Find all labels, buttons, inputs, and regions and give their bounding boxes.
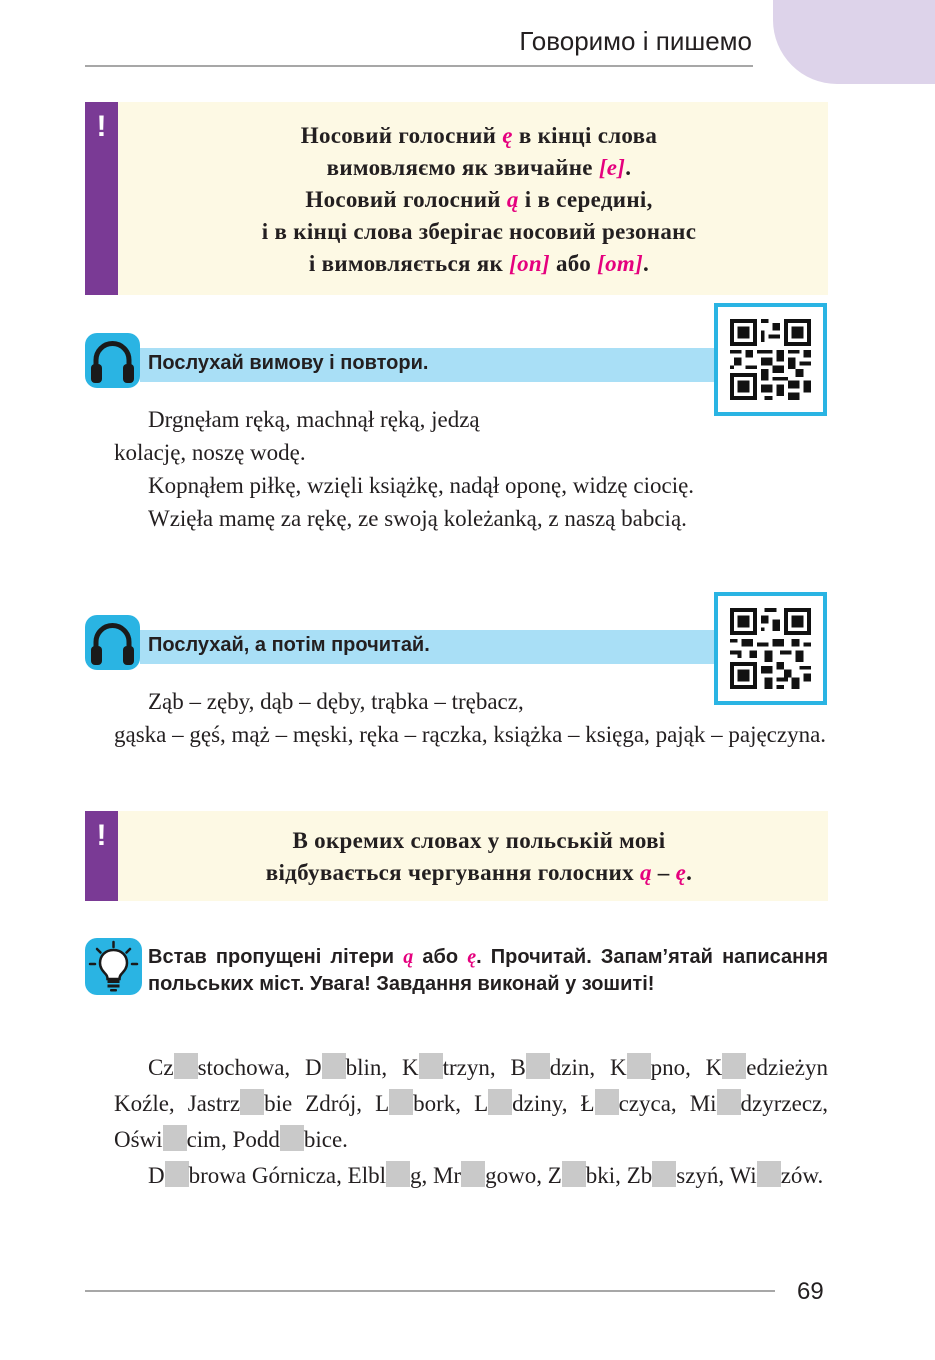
qr-code[interactable] xyxy=(714,303,827,416)
text-line: Drgnęłam ręką, machnął ręką, jedzą xyxy=(148,407,480,432)
task-instruction: Послухай, а потім прочитай. xyxy=(148,634,430,656)
rule-box-vowel-alternation xyxy=(85,811,828,901)
rule-line: відбувається чергування голосних ą – ę. xyxy=(265,860,693,885)
header-divider xyxy=(85,65,753,67)
text-paragraph: Wzięła mamę za rękę, ze swoją koleżanką, z naszą babcią. xyxy=(148,506,687,531)
rule-line: Носовий голосний ą і в середині, xyxy=(305,187,653,212)
task-instruction: Встав пропущені літери ą або ę. Прочитай. Запам’ятай написання польських міст. Увага! Завдання виконай у зошиті! xyxy=(148,946,829,995)
blank-letter[interactable] xyxy=(419,1053,443,1079)
rule-line: В окремих словах у польській мові xyxy=(292,828,666,853)
blank-letter[interactable] xyxy=(652,1161,676,1187)
city-names-exercise xyxy=(114,1050,828,1194)
text-line: Ząb – zęby, dąb – dęby, trąbka – trębacz, xyxy=(148,689,524,714)
text-line: kolację, noszę wodę. xyxy=(114,440,306,465)
text-paragraph: Kopnąłem piłkę, wzięli książkę, nadął oponę, widzę ciocię. xyxy=(148,473,695,498)
practice-text-1 xyxy=(114,403,828,535)
practice-text-2 xyxy=(114,685,828,751)
text-paragraph: gąska – gęś, mąż – męski, ręka – rączka, książka – księga, pająk – pajęczyna. xyxy=(114,722,827,747)
blank-letter[interactable] xyxy=(386,1161,410,1187)
blank-letter[interactable] xyxy=(163,1125,187,1151)
blank-letter[interactable] xyxy=(757,1161,781,1187)
blank-letter[interactable] xyxy=(488,1089,512,1115)
rule-text xyxy=(140,120,818,280)
blank-letter[interactable] xyxy=(595,1089,619,1115)
exclamation-icon: ! xyxy=(96,110,107,143)
blank-letter[interactable] xyxy=(722,1053,746,1079)
rule-text xyxy=(140,825,818,889)
text-paragraph: Cz stochowa, D blin, K trzyn, B dzin, K pno, K edzieżyn Koźle, Jastrz bie Zdrój, L bork, L dziny, Ł czyca, Mi dzyrzecz, Oświ cim, Podd bice. xyxy=(114,1055,829,1152)
blank-letter[interactable] xyxy=(461,1161,485,1187)
rule-line: і вимовляється як [оп] або [от]. xyxy=(308,251,650,276)
blank-letter[interactable] xyxy=(389,1089,413,1115)
blank-letter[interactable] xyxy=(280,1125,304,1151)
lightbulb-icon xyxy=(85,938,142,995)
rule-line: вимовляємо як звичайне [е]. xyxy=(326,155,632,180)
blank-letter[interactable] xyxy=(562,1161,586,1187)
blank-letter[interactable] xyxy=(526,1053,550,1079)
exclamation-icon: ! xyxy=(96,819,107,852)
blank-letter[interactable] xyxy=(627,1053,651,1079)
text-paragraph: D browa Górnicza, Elbl g, Mr gowo, Z bki, Zb szyń, Wi zów. xyxy=(148,1163,824,1188)
rule-line: Носовий голосний ę в кінці слова xyxy=(300,123,658,148)
section-title: Говоримо і пишемо xyxy=(519,26,752,56)
headphones-icon[interactable] xyxy=(85,615,140,670)
blank-letter[interactable] xyxy=(240,1089,264,1115)
qr-pattern xyxy=(730,319,811,400)
qr-pattern xyxy=(730,608,811,689)
task-instruction: Послухай вимову і повтори. xyxy=(148,352,429,374)
chapter-tab xyxy=(773,0,935,84)
blank-letter[interactable] xyxy=(717,1089,741,1115)
page-number: 69 xyxy=(797,1278,824,1305)
blank-letter[interactable] xyxy=(174,1053,198,1079)
footer-divider xyxy=(85,1290,775,1292)
rule-box-nasal-vowels xyxy=(85,102,828,295)
rule-line: і в кінці слова зберігає носовий резонанс xyxy=(261,219,697,244)
blank-letter[interactable] xyxy=(322,1053,346,1079)
headphones-icon[interactable] xyxy=(85,333,140,388)
blank-letter[interactable] xyxy=(165,1161,189,1187)
